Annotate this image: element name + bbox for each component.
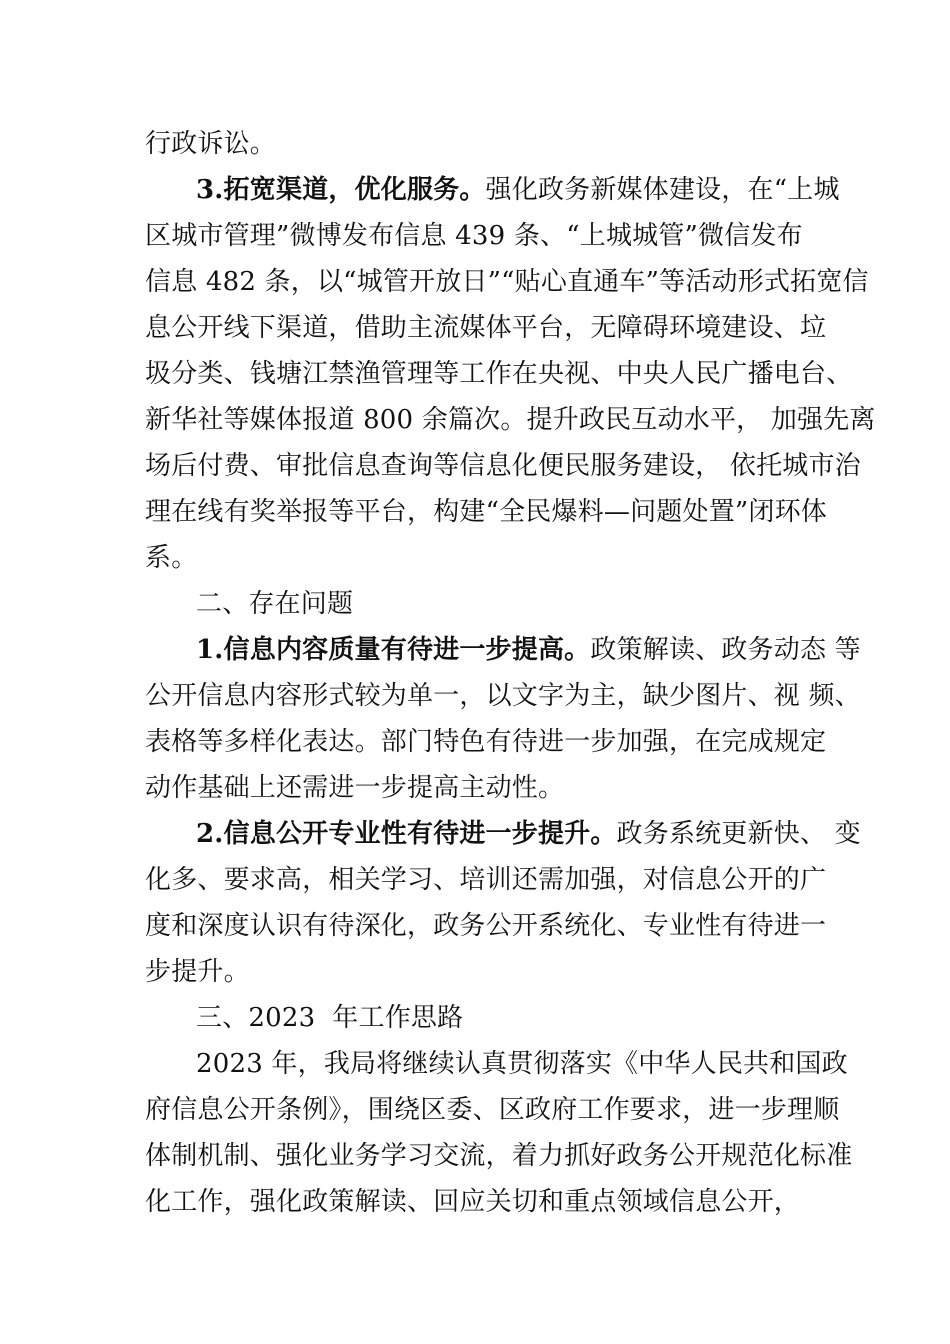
item-1-text: 政策解读、政务动态 等 [590, 635, 861, 665]
text-line: 理在线有奖举报等平台，构建“全民爆料—问题处置”闭环体 [145, 497, 827, 527]
text-line: 行政诉讼。 [145, 129, 277, 159]
item-3-text: 强化政务新媒体建设，在“上城 [485, 175, 840, 205]
text-line: 区城市管理”微博发布信息 439 条、“上城城管”微信发布 [145, 221, 803, 251]
item-1-title: 1.信息内容质量有待进一步提高。 [196, 635, 591, 665]
text-line: 圾分类、钱塘江禁渔管理等工作在央视、中央人民广播电台、 [145, 359, 853, 389]
text-line: 表格等多样化表达。部门特色有待进一步加强，在完成规定 [145, 727, 827, 757]
text-line: 府信息公开条例》，围绕区委、区政府工作要求，进一步理顺 [145, 1095, 840, 1125]
text-line: 动作基础上还需进一步提高主动性。 [145, 773, 565, 803]
paragraph-line [196, 173, 840, 207]
text-line: 新华社等媒体报道 800 余篇次。提升政民互动水平， 加强先离 [145, 405, 876, 435]
item-3-title: 3.拓宽渠道，优化服务。 [196, 175, 486, 205]
text-line: 化多、要求高，相关学习、培训还需加强，对信息公开的广 [145, 865, 827, 895]
text-line: 信息 482 条，以“城管开放日”“贴心直通车”等活动形式拓宽信 [145, 267, 869, 297]
text-line: 化工作，强化政策解读、回应关切和重点领域信息公开， [145, 1187, 801, 1217]
text-line: 步提升。 [145, 957, 250, 987]
item-2-title: 2.信息公开专业性有待进一步提升。 [196, 819, 617, 849]
paragraph-line [196, 817, 861, 851]
item-2-text: 政务系统更新快、 变 [616, 819, 861, 849]
text-line: 体制机制、强化业务学习交流，着力抓好政务公开规范化标准 [145, 1141, 853, 1171]
paragraph-line [196, 633, 861, 667]
text-line: 系。 [145, 543, 198, 573]
text-line: 息公开线下渠道，借助主流媒体平台，无障碍环境建设、垃 [145, 313, 827, 343]
text-line: 公开信息内容形式较为单一，以文字为主，缺少图片、视 频、 [145, 681, 861, 711]
paragraph-line: 2023 年，我局将继续认真贯彻落实《中华人民共和国政 [196, 1049, 848, 1079]
text-line: 场后付费、审批信息查询等信息化便民服务建设， 依托城市治 [145, 451, 861, 481]
text-line: 度和深度认识有待深化，政务公开系统化、专业性有待进一 [145, 911, 827, 941]
section-heading: 三、2023 年工作思路 [196, 1003, 464, 1033]
section-heading: 二、存在问题 [196, 589, 354, 619]
